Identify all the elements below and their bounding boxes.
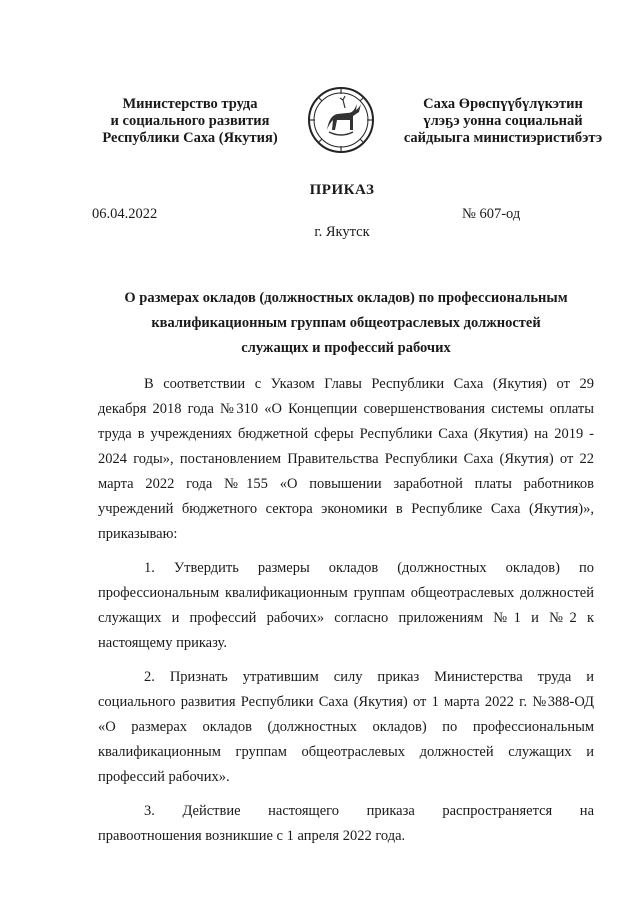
order-body xyxy=(98,372,594,849)
body-paragraph xyxy=(98,556,594,656)
subject-line: квалификационным группам общеотраслевых должностей xyxy=(151,315,541,331)
body-line: профессиональным квалификационным группам общеотраслевых должностей xyxy=(98,585,594,601)
body-line: «О размерах окладов (должностных окладов) по профессиональным xyxy=(98,719,594,735)
body-line: 3. Действие настоящего приказа распространяется на xyxy=(144,803,594,819)
body-line: 1. Утвердить размеры окладов (должностных окладов) по xyxy=(144,560,594,576)
body-line: В соответствии с Указом Главы Республики Саха (Якутия) от 29 xyxy=(144,376,594,392)
body-line: правоотношения возникшие с 1 апреля 2022 года. xyxy=(98,828,406,844)
body-line: служащих и профессий рабочих» согласно приложениям №1 и №2 к xyxy=(98,610,594,626)
ministry-name-russian xyxy=(92,96,288,147)
body-line: социального развития Республики Саха (Якутия) от 1 марта 2022 г. №388-ОД xyxy=(98,694,594,710)
body-paragraph xyxy=(98,665,594,790)
body-line: учреждений бюджетного сектора экономики в Республике Саха (Якутия)», xyxy=(98,501,594,517)
ministry-name-line: Министерство труда xyxy=(122,96,258,112)
document-title: ПРИКАЗ xyxy=(309,182,375,198)
subject-line: служащих и профессий рабочих xyxy=(241,340,451,356)
body-paragraph xyxy=(98,372,594,547)
body-line: труда в учреждениях бюджетной сферы Республики Саха (Якутия) на 2019 - xyxy=(98,426,594,442)
order-date: 06.04.2022 xyxy=(92,206,158,222)
ministry-name-line: Республики Саха (Якутия) xyxy=(102,130,278,146)
body-line: настоящему приказу. xyxy=(98,635,227,651)
body-line: декабря 2018 года №310 «О Концепции совершенствования системы оплаты xyxy=(98,401,594,417)
body-paragraph xyxy=(98,799,594,849)
paragraph-gap xyxy=(98,790,594,799)
body-line: 2. Признать утратившим силу приказ Министерства труда и xyxy=(144,669,594,685)
order-city: г. Якутск xyxy=(314,224,370,240)
paragraph-gap xyxy=(98,656,594,665)
coat-of-arms-emblem-icon xyxy=(307,86,375,154)
order-number: № 607-од xyxy=(462,206,521,222)
body-line: профессий рабочих». xyxy=(98,769,230,785)
ministry-name-line: үлэҕэ уонна социальнай xyxy=(423,113,583,129)
body-line: квалификационным группам общеотраслевых должностей служащих и xyxy=(98,744,594,760)
ministry-name-line: сайдыыга министиэристибэтэ xyxy=(403,130,603,146)
ministry-name-line: и социального развития xyxy=(110,113,270,129)
order-subject xyxy=(98,286,594,361)
body-line: 2024 годы», постановлением Правительства Республики Саха (Якутия) от 22 xyxy=(98,451,594,467)
ministry-name-line: Саха Өрөспүүбүлүкэтин xyxy=(423,96,583,112)
paragraph-gap xyxy=(98,547,594,556)
subject-line: О размерах окладов (должностных окладов) по профессиональным xyxy=(124,290,568,306)
body-line: марта 2022 года №155 «О повышении заработной платы работников xyxy=(98,476,594,492)
ministry-name-yakut xyxy=(398,96,608,147)
body-line: приказываю: xyxy=(98,526,178,542)
